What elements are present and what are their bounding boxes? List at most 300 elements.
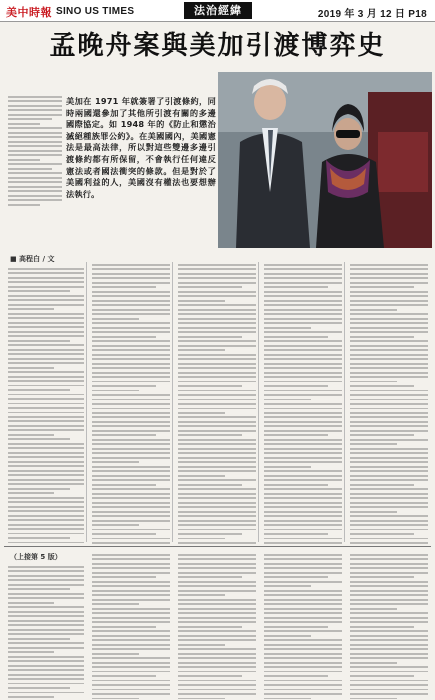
body-text-line [264, 295, 342, 297]
body-text-line [350, 322, 428, 324]
body-text-line [92, 635, 170, 637]
body-text-line [92, 671, 170, 673]
body-text-line [8, 425, 84, 427]
body-text-line [92, 309, 170, 311]
body-text-line [350, 327, 428, 329]
body-text-line [92, 488, 170, 490]
body-text-line [8, 398, 84, 400]
body-text-line [264, 434, 328, 436]
body-text-line [264, 639, 342, 641]
body-text-line [350, 439, 428, 441]
body-text-line [92, 617, 170, 619]
body-text-line [8, 470, 84, 472]
body-text-line [8, 579, 84, 581]
body-text-line [264, 581, 342, 583]
body-text-line [178, 309, 256, 311]
body-text-line [92, 452, 170, 454]
body-text-line [178, 268, 256, 270]
body-text-line [178, 515, 256, 517]
body-text-line [350, 599, 428, 601]
body-text-line [8, 118, 52, 120]
body-text-line [92, 318, 139, 320]
body-text-line [92, 421, 170, 423]
body-text-line [350, 572, 428, 574]
body-text-line [350, 349, 428, 351]
body-text-line [264, 336, 328, 338]
body-text-line [264, 439, 342, 441]
body-text-line [264, 599, 342, 601]
body-text-line [178, 439, 256, 441]
body-text-line [264, 572, 342, 574]
body-text-line [264, 488, 342, 490]
body-text-line [350, 581, 428, 583]
body-text-line [178, 273, 256, 275]
body-text-line [8, 683, 84, 685]
body-text-line [178, 336, 242, 338]
body-text-line [178, 399, 256, 401]
body-text-line [350, 644, 428, 646]
body-text-line [350, 264, 428, 266]
body-text-line [350, 313, 428, 315]
body-text-line [178, 626, 242, 628]
body-text-line [92, 439, 170, 441]
body-text-line [350, 354, 428, 356]
body-text-line [8, 629, 84, 631]
body-text-line [178, 529, 256, 531]
body-text-line [8, 299, 84, 301]
body-text-line [8, 620, 84, 622]
body-text-line [178, 533, 242, 535]
body-text-line [350, 416, 428, 418]
body-text-line [92, 680, 170, 682]
body-text-line [264, 533, 328, 535]
body-text-line [8, 389, 70, 391]
body-text-line [350, 488, 428, 490]
body-text-line [350, 524, 428, 526]
body-text-line [8, 506, 84, 508]
body-text-line [350, 425, 428, 427]
body-text-line [8, 199, 62, 201]
body-text-line [178, 434, 242, 436]
body-text-line [8, 340, 70, 342]
body-text-line [264, 470, 342, 472]
body-text-line [264, 372, 342, 374]
body-text-line [8, 313, 84, 315]
body-text-line [8, 515, 84, 517]
body-text-line [178, 452, 256, 454]
body-text-line [8, 429, 84, 431]
body-text-line [178, 345, 256, 347]
body-text-line [8, 524, 84, 526]
body-text-line [178, 599, 256, 601]
body-text-line [350, 479, 428, 481]
body-text-line [92, 644, 170, 646]
body-text-line [264, 363, 342, 365]
body-text-line [8, 407, 84, 409]
body-text-line [264, 448, 342, 450]
body-text-line [178, 322, 256, 324]
body-text-line [350, 363, 428, 365]
body-text-line [350, 403, 428, 405]
body-text-line [264, 318, 342, 320]
body-text-line [264, 367, 342, 369]
body-text-line [92, 475, 170, 477]
body-text-line [350, 475, 428, 477]
text-column-1 [8, 268, 84, 546]
body-text-line [178, 313, 256, 315]
body-text-line [350, 318, 428, 320]
body-text-line [350, 585, 428, 587]
body-text-line [350, 399, 428, 401]
body-text-line [8, 584, 84, 586]
body-text-line [350, 291, 428, 293]
body-text-line [264, 376, 342, 378]
body-text-line [264, 608, 342, 610]
body-text-line [350, 693, 428, 695]
body-text-line [264, 653, 342, 655]
body-text-line [350, 448, 428, 450]
body-text-line [350, 639, 428, 641]
body-text-line [8, 461, 84, 463]
body-text-line [8, 510, 84, 512]
body-text-line [264, 466, 311, 468]
body-text-line [92, 268, 170, 270]
body-text-line [92, 372, 170, 374]
body-text-line [178, 416, 256, 418]
body-text-line [8, 268, 84, 270]
body-text-line [350, 286, 414, 288]
body-text-line [8, 488, 70, 490]
text-column-b5 [350, 554, 428, 700]
body-text-line [92, 538, 170, 540]
column-rule [344, 262, 345, 542]
body-text-line [8, 358, 84, 360]
news-photo [218, 72, 432, 248]
body-text-line [92, 502, 170, 504]
body-text-line [178, 585, 256, 587]
body-text-line [178, 621, 256, 623]
body-text-line [178, 457, 256, 459]
body-text-line [178, 461, 256, 463]
body-text-line [264, 542, 342, 544]
body-text-line [8, 159, 40, 161]
body-text-line [264, 675, 328, 677]
body-text-line [8, 177, 62, 179]
body-text-line [8, 420, 84, 422]
body-text-line [264, 511, 342, 513]
body-text-line [92, 336, 156, 338]
body-text-line [178, 653, 256, 655]
section-divider [4, 546, 431, 547]
body-text-line [92, 648, 170, 650]
body-text-line [350, 452, 428, 454]
body-text-line [92, 511, 170, 513]
body-text-line [8, 335, 84, 337]
body-text-line [178, 502, 256, 504]
body-text-line [178, 331, 256, 333]
body-text-line [178, 644, 225, 646]
body-text-line [178, 693, 256, 695]
body-text-line [92, 434, 156, 436]
body-text-line [350, 538, 428, 540]
body-text-line [350, 626, 414, 628]
body-text-line [178, 479, 256, 481]
body-text-line [350, 635, 428, 637]
body-text-line [264, 585, 311, 587]
body-text-line [8, 367, 54, 369]
body-text-line [264, 331, 342, 333]
body-text-line [264, 538, 342, 540]
body-text-line [178, 698, 225, 700]
body-text-line [8, 692, 84, 694]
body-text-line [178, 497, 256, 499]
body-text-line [8, 308, 54, 310]
body-text-line [350, 394, 428, 396]
body-text-line [92, 394, 170, 396]
body-text-line [350, 671, 428, 673]
body-text-line [178, 327, 256, 329]
body-text-line [92, 273, 170, 275]
body-text-line [264, 502, 342, 504]
body-text-line [264, 684, 342, 686]
body-text-line [8, 651, 54, 653]
body-text-line [350, 594, 428, 596]
body-text-line [350, 457, 428, 459]
body-text-line [264, 484, 328, 486]
body-text-line [178, 475, 225, 477]
body-text-line [92, 599, 170, 601]
body-text-line [350, 608, 397, 610]
body-text-line [350, 300, 428, 302]
body-text-line [8, 322, 84, 324]
body-text-line [264, 698, 311, 700]
body-text-line [178, 648, 256, 650]
body-text-line [264, 381, 342, 383]
body-text-line [92, 497, 170, 499]
body-text-line [178, 488, 256, 490]
body-text-line [178, 295, 256, 297]
body-text-line [264, 327, 311, 329]
body-text-line [264, 349, 342, 351]
body-text-line [264, 313, 342, 315]
body-text-line [92, 653, 139, 655]
body-text-line [350, 340, 428, 342]
body-text-line [178, 390, 256, 392]
body-text-line [178, 612, 256, 614]
body-text-line [8, 150, 62, 152]
body-text-line [92, 381, 170, 383]
body-text-line [8, 602, 54, 604]
body-text-line [264, 408, 342, 410]
body-text-line [178, 470, 256, 472]
body-text-line [178, 662, 256, 664]
body-text-line [8, 109, 62, 111]
body-text-line [178, 594, 225, 596]
body-text-line [350, 309, 397, 311]
body-text-line [264, 268, 342, 270]
body-text-line [8, 114, 62, 116]
body-text-line [350, 412, 428, 414]
body-text-line [264, 603, 342, 605]
body-text-line [8, 304, 84, 306]
body-text-line [178, 277, 256, 279]
body-text-line [8, 443, 84, 445]
body-text-line [350, 680, 428, 682]
body-text-line [264, 563, 342, 565]
text-column-3 [178, 264, 256, 547]
body-text-line [178, 639, 256, 641]
body-text-line [178, 689, 256, 691]
body-text-line [350, 376, 428, 378]
body-text-line [92, 340, 170, 342]
body-text-line [178, 286, 242, 288]
body-text-line [8, 474, 84, 476]
body-text-line [178, 408, 256, 410]
body-text-line [264, 666, 342, 668]
body-text-line [350, 421, 428, 423]
body-text-line [8, 127, 62, 129]
body-text-line [264, 277, 342, 279]
body-text-line [92, 363, 170, 365]
body-text-line [8, 277, 84, 279]
body-text-line [178, 558, 256, 560]
body-text-line [350, 372, 428, 374]
body-text-line [350, 576, 414, 578]
body-text-line [264, 322, 342, 324]
body-text-line [8, 281, 84, 283]
logo-chinese: 美中時報 [6, 5, 52, 19]
body-text-line [92, 524, 139, 526]
body-text-line [264, 662, 342, 664]
body-text-line [264, 621, 342, 623]
body-text-line [8, 172, 62, 174]
body-text-line [92, 585, 170, 587]
body-text-line [264, 412, 342, 414]
body-text-line [178, 617, 256, 619]
body-text-line [178, 635, 256, 637]
body-text-line [178, 412, 225, 414]
body-text-line [92, 304, 170, 306]
body-text-line [8, 575, 84, 577]
body-text-line [8, 394, 84, 396]
body-text-line [178, 576, 242, 578]
body-text-line [92, 354, 170, 356]
body-text-line [8, 660, 84, 662]
body-text-line [92, 461, 139, 463]
body-text-line [92, 558, 170, 560]
body-text-line [264, 657, 342, 659]
body-text-line [264, 416, 342, 418]
body-text-line [8, 642, 84, 644]
body-text-line [264, 479, 342, 481]
body-text-line [178, 291, 256, 293]
body-text-line [92, 313, 170, 315]
body-text-line [8, 665, 84, 667]
body-text-line [92, 425, 170, 427]
body-text-line [264, 264, 342, 266]
body-text-line [92, 295, 170, 297]
text-column-5 [350, 264, 428, 547]
body-text-line [264, 452, 342, 454]
body-text-line [92, 376, 170, 378]
body-text-line [8, 533, 84, 535]
body-text-line [264, 385, 328, 387]
body-text-line [350, 533, 414, 535]
body-text-line [350, 689, 428, 691]
body-text-line [178, 511, 256, 513]
body-text-line [178, 421, 256, 423]
body-text-line [92, 327, 170, 329]
body-text-line [92, 457, 170, 459]
body-text-line [350, 304, 428, 306]
body-text-line [264, 680, 342, 682]
body-text-line [92, 484, 156, 486]
body-text-line [178, 443, 256, 445]
body-text-line [350, 621, 428, 623]
body-text-line [178, 554, 256, 556]
body-text-line [350, 617, 428, 619]
body-text-line [178, 358, 256, 360]
body-text-line [8, 195, 62, 197]
body-text-line [264, 648, 342, 650]
body-text-line [8, 272, 84, 274]
body-text-line [350, 461, 428, 463]
body-text-line [178, 425, 256, 427]
body-text-line [350, 542, 428, 544]
body-text-line [350, 511, 397, 513]
column-rule [172, 262, 173, 542]
body-text-line [178, 493, 256, 495]
body-text-line [8, 186, 62, 188]
body-text-line [8, 501, 84, 503]
body-text-line [92, 630, 170, 632]
body-text-line [264, 457, 342, 459]
body-text-line [92, 277, 170, 279]
body-text-line [264, 506, 342, 508]
body-text-line [92, 412, 170, 414]
body-text-line [350, 277, 428, 279]
body-text-line [8, 606, 84, 608]
body-text-line [8, 290, 70, 292]
column-rule [258, 262, 259, 542]
body-text-line [264, 558, 342, 560]
body-text-line [178, 506, 256, 508]
body-text-line [92, 264, 170, 266]
body-text-line [350, 563, 428, 565]
body-text-line [178, 385, 242, 387]
body-text-line [8, 674, 84, 676]
body-text-line [8, 656, 84, 658]
date-page: 2019 年 3 月 12 日 P18 [317, 9, 427, 20]
column-rule [86, 262, 87, 542]
body-text-line [92, 470, 170, 472]
body-text-line [92, 603, 139, 605]
body-text-line [350, 675, 414, 677]
body-text-line [8, 566, 84, 568]
body-text-line [264, 612, 342, 614]
body-text-line [350, 430, 428, 432]
text-column-4 [264, 264, 342, 547]
body-text-line [8, 479, 84, 481]
body-text-line [8, 344, 84, 346]
summary-box: 美加在 1971 年就簽署了引渡條約，同時兩國還參加了其他所引渡有關的多邊國際協定。如 1948 年的《防止和懲治滅絕種族罪公約》。在美國國內，美國憲法是最高法律，所以對這些雙邊多邊引渡條約都有所保留，不會執行任何違反憲法或者國法衝突的條款。但是對於了美國利益的人，美國沒有權法也要想辦法執行。 [66, 96, 216, 199]
section-label: 法治經緯 [184, 2, 252, 19]
body-text-line [178, 466, 256, 468]
body-text-line [178, 684, 256, 686]
body-text-line [92, 581, 170, 583]
body-text-line [92, 666, 170, 668]
body-text-line [264, 394, 342, 396]
